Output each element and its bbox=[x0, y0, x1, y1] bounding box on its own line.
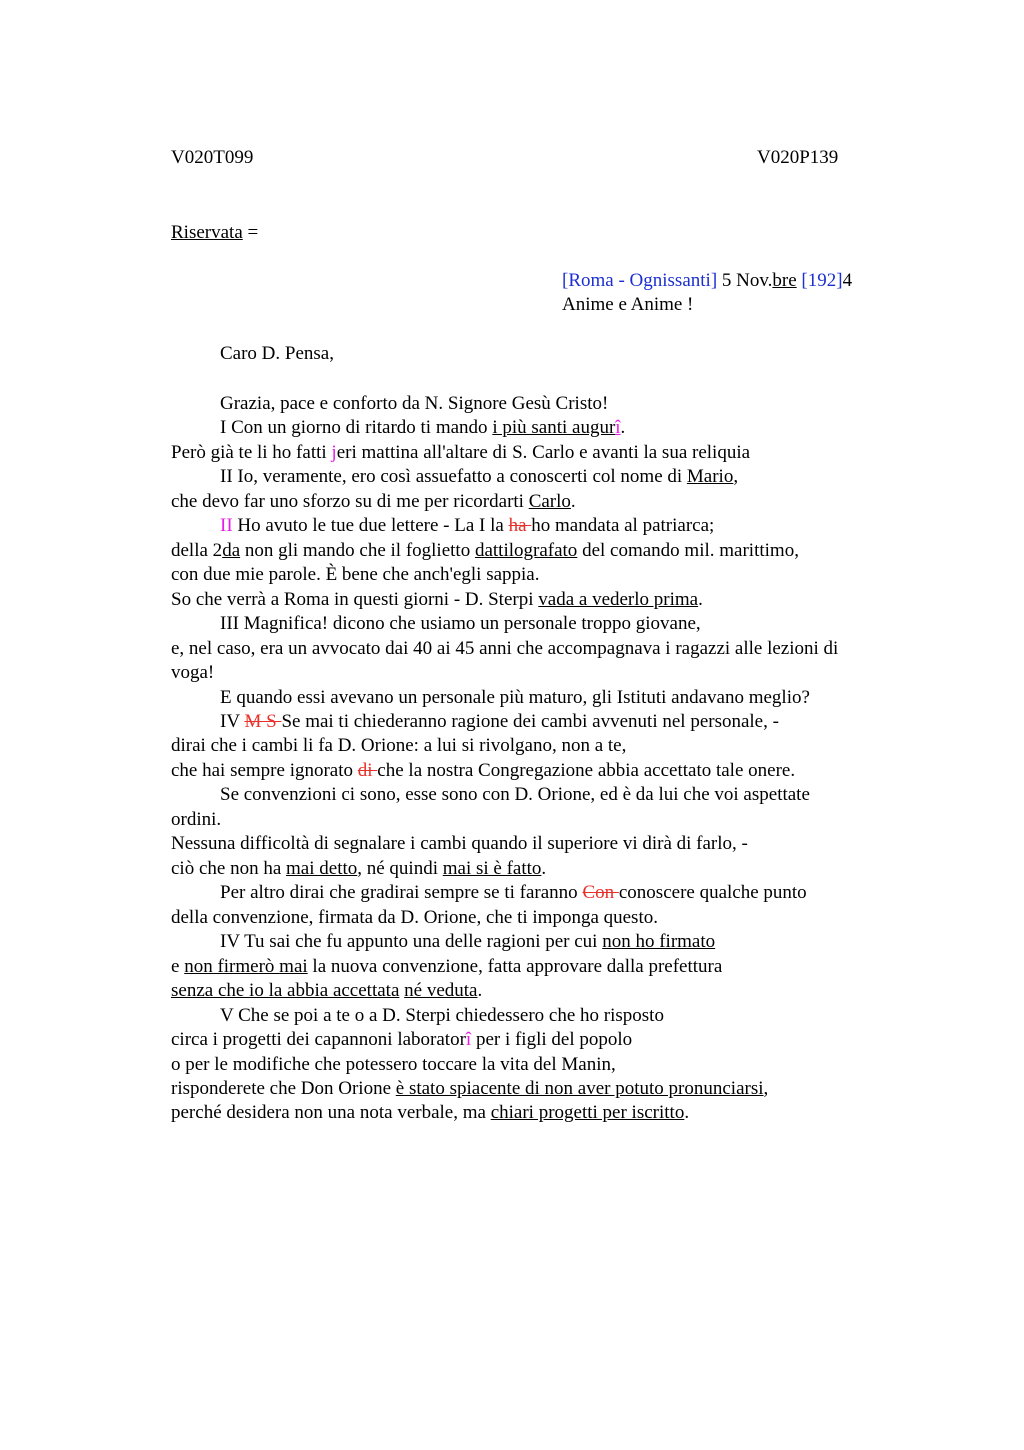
body-line: I Con un giorno di ritardo ti mando i più santi augurî. bbox=[220, 417, 626, 438]
body-line: IV M S Se mai ti chiederanno ragione dei cambi avvenuti nel personale, - bbox=[220, 711, 779, 732]
body-line: senza che io la abbia accettata né veduta. bbox=[171, 980, 483, 1001]
body-line: III Magnifica! dicono che usiamo un personale troppo giovane, bbox=[220, 613, 701, 634]
body-line: II Io, veramente, ero così assuefatto a conoscerti col nome di Mario, bbox=[220, 466, 739, 487]
body-line: che hai sempre ignorato di che la nostra Congregazione abbia accettato tale onere. bbox=[171, 760, 796, 781]
body-line: V Che se poi a te o a D. Sterpi chiedessero che ho risposto bbox=[220, 1005, 664, 1026]
body-line: con due mie parole. È bene che anch'egli sappia. bbox=[171, 564, 540, 585]
salutation: Caro D. Pensa, bbox=[220, 343, 334, 364]
body-line: risponderete che Don Orione è stato spiacente di non aver potuto pronunciarsi, bbox=[171, 1078, 769, 1099]
body-line: della convenzione, firmata da D. Orione, che ti imponga questo. bbox=[171, 907, 658, 928]
body-line: che devo far uno sforzo su di me per ricordarti Carlo. bbox=[171, 491, 576, 512]
body-line: Però già te li ho fatti jeri mattina all'altare di S. Carlo e avanti la sua reliquia bbox=[171, 442, 751, 463]
body-line: circa i progetti dei capannoni laboratorî per i figli del popolo bbox=[171, 1029, 633, 1050]
body-line: IV Tu sai che fu appunto una delle ragioni per cui non ho firmato bbox=[220, 931, 716, 952]
body-line: e, nel caso, era un avvocato dai 40 ai 45 anni che accompagnava i ragazzi alle lezioni di bbox=[171, 638, 839, 659]
dateline: [Roma - Ognissanti] 5 Nov.bre [192]4 bbox=[562, 270, 853, 291]
body-line: perché desidera non una nota verbale, ma chiari progetti per iscritto. bbox=[171, 1102, 690, 1123]
body-line: Nessuna difficoltà di segnalare i cambi quando il superiore vi dirà di farlo, - bbox=[171, 833, 748, 854]
body-line: So che verrà a Roma in questi giorni - D. Sterpi vada a vederlo prima. bbox=[171, 589, 703, 610]
body-line: Grazia, pace e conforto da N. Signore Gesù Cristo! bbox=[220, 393, 609, 414]
body-line: dirai che i cambi li fa D. Orione: a lui si rivolgano, non a te, bbox=[171, 735, 627, 756]
body-line: ciò che non ha mai detto, né quindi mai si è fatto. bbox=[171, 858, 547, 879]
body-line: Per altro dirai che gradirai sempre se ti faranno Con conoscere qualche punto bbox=[220, 882, 807, 903]
archive-code-left: V020T099 bbox=[171, 147, 254, 168]
motto: Anime e Anime ! bbox=[562, 294, 694, 315]
body-line: Se convenzioni ci sono, esse sono con D. Orione, ed è da lui che voi aspettate bbox=[220, 784, 810, 805]
body-line: ordini. bbox=[171, 809, 222, 830]
body-line: II Ho avuto le tue due lettere - La I la ha ho mandata al patriarca; bbox=[220, 515, 715, 536]
body-line: e non firmerò mai la nuova convenzione, fatta approvare dalla prefettura bbox=[171, 956, 723, 977]
body-line: voga! bbox=[171, 662, 215, 683]
archive-code-right: V020P139 bbox=[757, 147, 839, 168]
body-line: o per le modifiche che potessero toccare la vita del Manin, bbox=[171, 1054, 616, 1075]
riservata-heading: Riservata = bbox=[171, 222, 259, 243]
body-line: E quando essi avevano un personale più maturo, gli Istituti andavano meglio? bbox=[220, 687, 810, 708]
body-line: della 2da non gli mando che il foglietto dattilografato del comando mil. marittimo, bbox=[171, 540, 799, 561]
